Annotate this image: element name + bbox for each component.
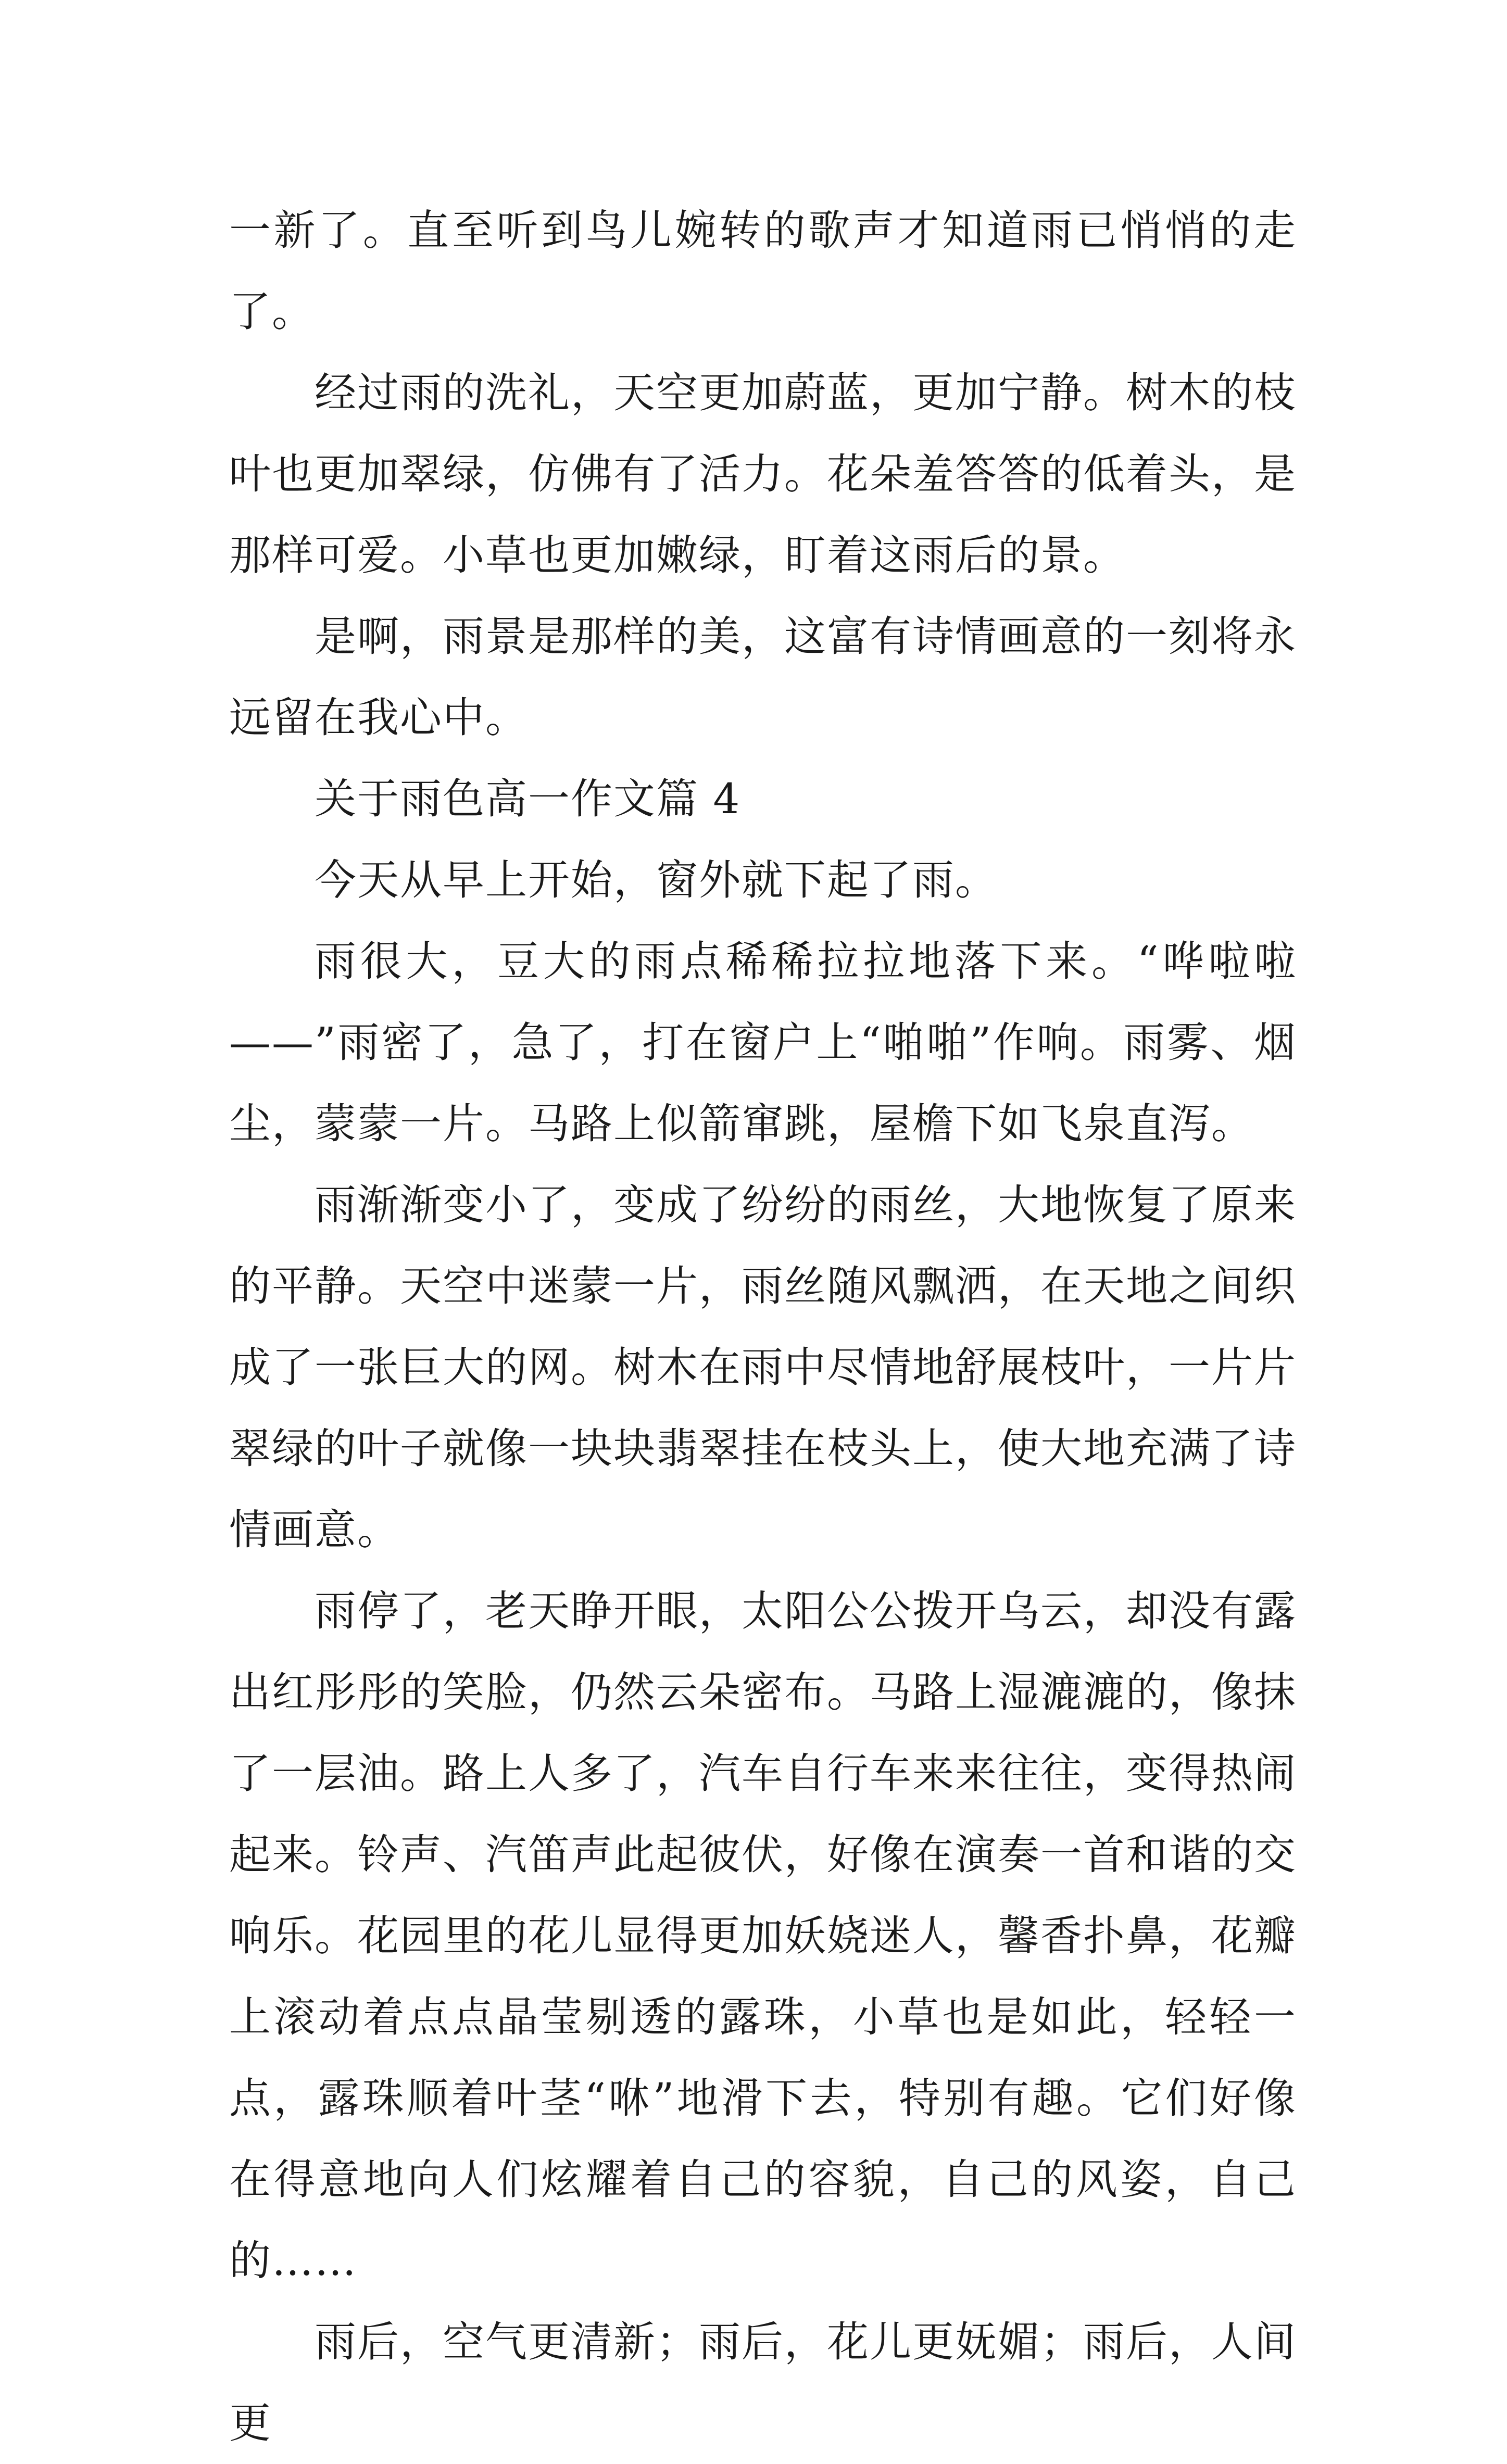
paragraph: 是啊，雨景是那样的美，这富有诗情画意的一刻将永远留在我心中。 (229, 612, 1297, 742)
document-body (229, 190, 1297, 2464)
paragraph: 今天从早上开始，窗外就下起了雨。 (315, 856, 998, 904)
paragraph: 雨停了，老天睁开眼，太阳公公拨开乌云，却没有露出红彤彤的笑脸，仍然云朵密布。马路上湿漉漉的，像抹了一层油。路上人多了，汽车自行车来来往往，变得热闹起来。铃声、汽笛声此起彼伏，好像在演奏一首和谐的交响乐。花园里的花儿显得更加妖娆迷人，馨香扑鼻，花瓣上滚动着点点晶莹剔透的露珠，小草也是如此，轻轻一点，露珠顺着叶茎“咻”地滑下去，特别有趣。它们好像在得意地向人们炫耀着自己的容貌，自己的风姿，自己的…… (229, 1587, 1297, 2285)
paragraph: 经过雨的洗礼，天空更加蔚蓝，更加宁静。树木的枝叶也更加翠绿，仿佛有了活力。花朵羞答答的低着头，是那样可爱。小草也更加嫩绿，盯着这雨后的景。 (229, 369, 1297, 579)
section-heading: 关于雨色高一作文篇 4 (315, 775, 741, 823)
paragraph: 雨很大，豆大的雨点稀稀拉拉地落下来。“哗啦啦——”雨密了，急了，打在窗户上“啪啪”作响。雨雾、烟尘，蒙蒙一片。马路上似箭窜跳，屋檐下如飞泉直泻。 (229, 937, 1297, 1148)
paragraph-continuation: 一新了。直至听到鸟儿婉转的歌声才知道雨已悄悄的走了。 (229, 206, 1297, 336)
paragraph-truncated: 雨后，空气更清新；雨后，花儿更妩媚；雨后，人间更 (229, 2318, 1297, 2447)
paragraph: 雨渐渐变小了，变成了纷纷的雨丝，大地恢复了原来的平静。天空中迷蒙一片，雨丝随风飘洒，在天地之间织成了一张巨大的网。树木在雨中尽情地舒展枝叶，一片片翠绿的叶子就像一块块翡翠挂在枝头上，使大地充满了诗情画意。 (229, 1181, 1297, 1554)
